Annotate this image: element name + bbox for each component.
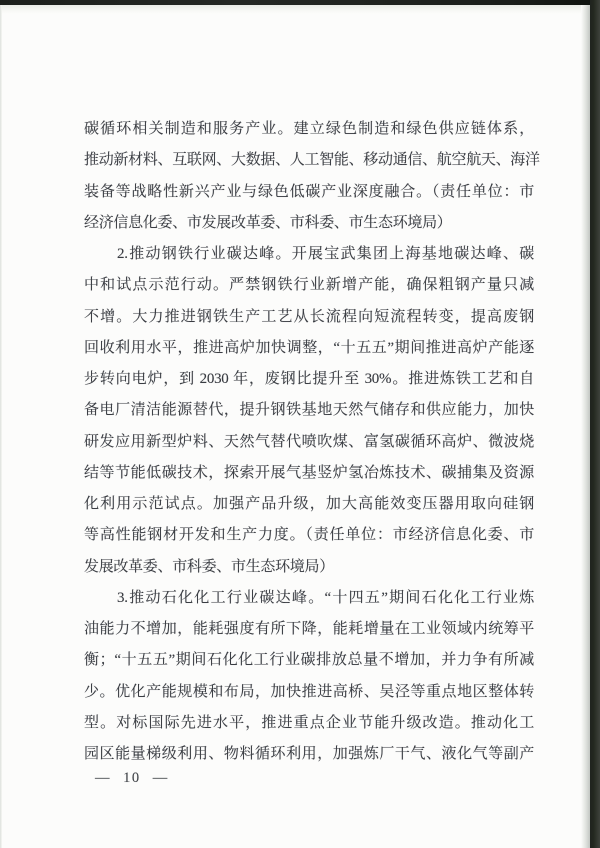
text-line: 备电厂清洁能源替代，提升钢铁基地天然气储存和供应能力，加快 bbox=[84, 402, 534, 419]
text-line: 不增。大力推进钢铁生产工艺从长流程向短流程转变，提高废钢 bbox=[84, 308, 534, 325]
text-line: 碳循环相关制造和服务产业。建立绿色制造和绿色供应链体系， bbox=[84, 121, 534, 137]
page-number: — 10 — bbox=[95, 770, 169, 786]
text-line: 结等节能低碳技术，探索开展气基竖炉氢冶炼技术、碳捕集及资源 bbox=[84, 464, 534, 481]
text-line: 步转向电炉，到 2030 年，废钢比提升至 30%。推进炼铁工艺和自 bbox=[84, 371, 534, 387]
text-line-paragraph-start: 3.推动石化化工行业碳达峰。“十四五”期间石化化工行业炼 bbox=[117, 589, 534, 606]
text-line: 油能力不增加，能耗强度有所下降，能耗增量在工业领域内统筹平 bbox=[84, 621, 534, 637]
text-line-paragraph-start: 2.推动钢铁行业碳达峰。开展宝武集团上海基地碳达峰、碳 bbox=[117, 246, 534, 262]
text-line: 型。对标国际先进水平，推进重点企业节能升级改造。推动化工 bbox=[84, 714, 534, 731]
text-line: 发展改革委、市科委、市生态环境局） bbox=[84, 558, 334, 575]
text-line: 衡；“十五五”期间石化化工行业碳排放总量不增加，并力争有所减 bbox=[84, 652, 534, 669]
text-line: 中和试点示范行动。严禁钢铁行业新增产能，确保粗钢产量只减 bbox=[84, 277, 534, 294]
text-line: 推动新材料、互联网、大数据、人工智能、移动通信、航空航天、海洋 bbox=[84, 152, 540, 169]
text-line: 少。优化产能规模和布局，加快推进高桥、吴泾等重点地区整体转 bbox=[84, 683, 534, 700]
text-line: 等高性能钢材开发和生产力度。（责任单位：市经济信息化委、市 bbox=[84, 527, 534, 544]
text-line: 回收利用水平，推进高炉加快调整，“十五五”期间推进高炉产能逐 bbox=[84, 339, 534, 356]
text-line: 化利用示范试点。加强产品升级，加大高能效变压器用取向硅钢 bbox=[84, 496, 534, 512]
body-text-block bbox=[84, 114, 540, 770]
text-line: 园区能量梯级利用、物料循环利用，加强炼厂干气、液化气等副产 bbox=[84, 746, 534, 762]
text-line: 经济信息化委、市发展改革委、市科委、市生态环境局） bbox=[84, 214, 452, 231]
text-line: 装备等战略性新兴产业与绿色低碳产业深度融合。（责任单位：市 bbox=[84, 183, 534, 200]
text-line: 研发应用新型炉料、天然气替代喷吹煤、富氢碳循环高炉、微波烧 bbox=[84, 433, 534, 450]
scan-edge-right-shadow bbox=[581, 0, 590, 848]
scan-edge-top-shadow bbox=[0, 5, 600, 14]
scan-edge-top bbox=[0, 0, 600, 5]
scan-edge-right bbox=[590, 0, 600, 848]
scan-edge-left bbox=[0, 0, 2, 848]
